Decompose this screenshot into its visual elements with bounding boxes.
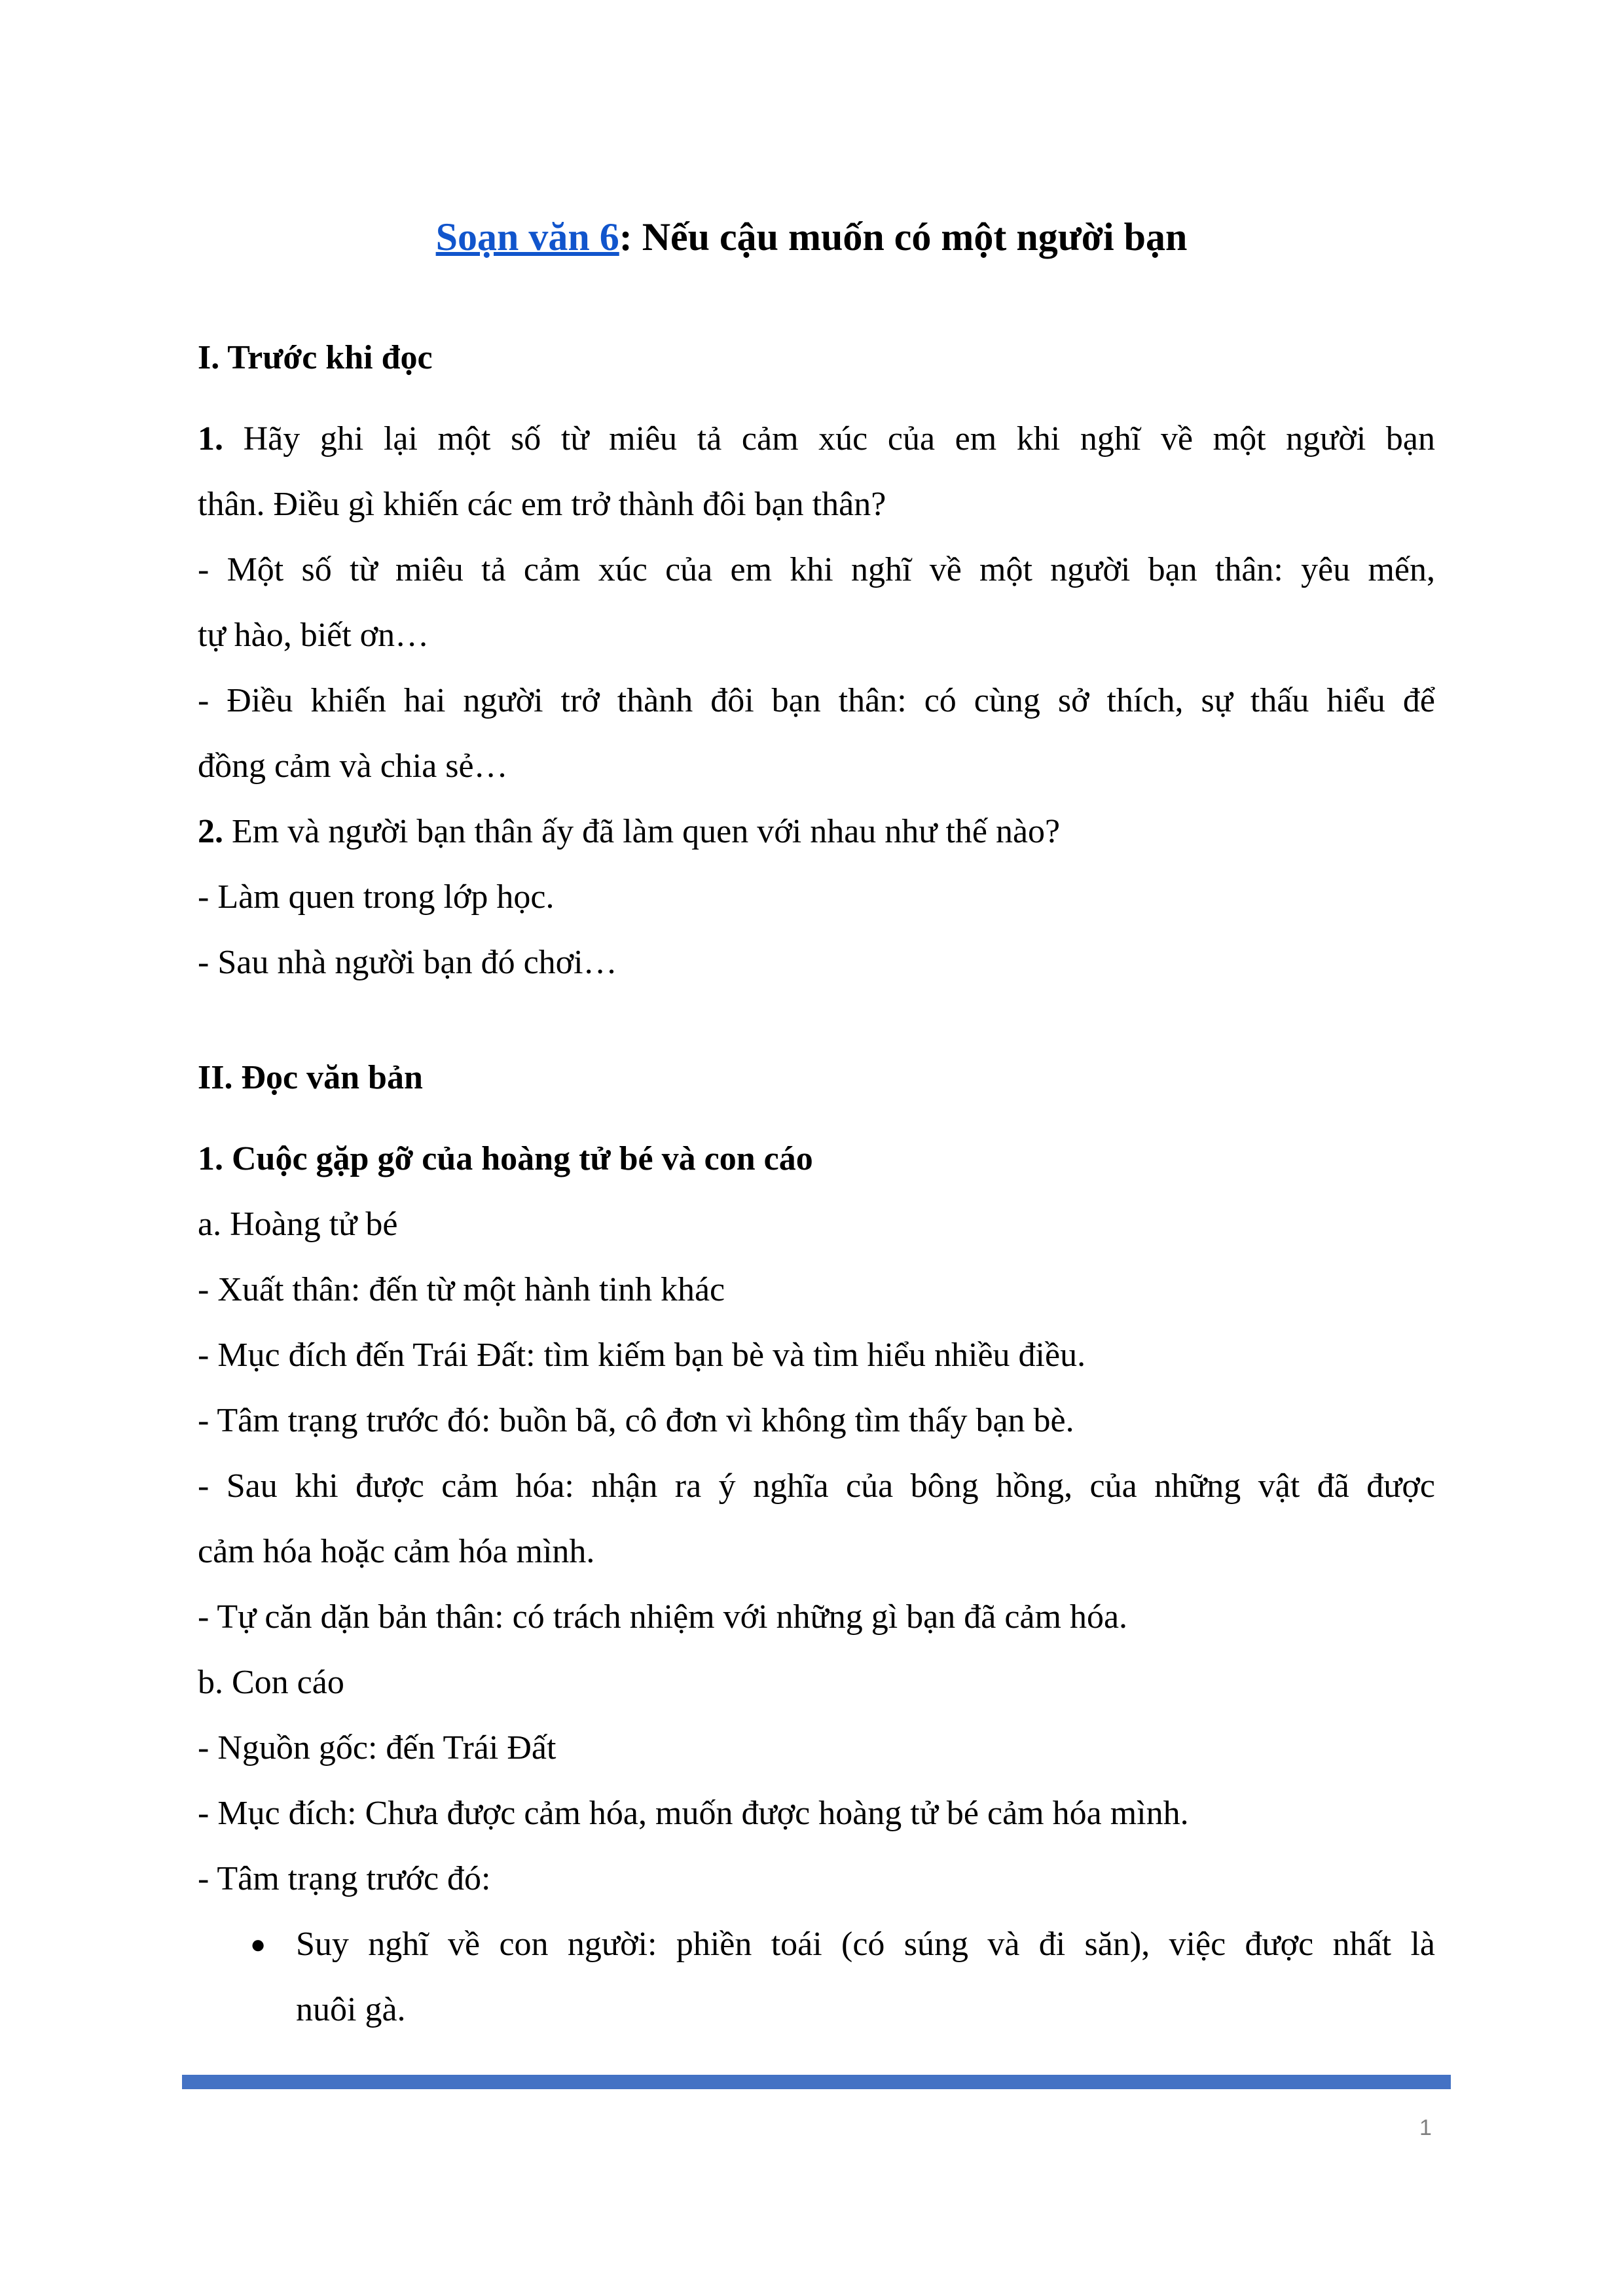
answer-3: - Làm quen trong lớp học.	[198, 878, 555, 916]
question-2-number: 2.	[198, 813, 223, 850]
part-b-item-3: - Tâm trạng trước đó:	[198, 1860, 491, 1897]
question-1-number: 1.	[198, 420, 223, 457]
part-a-label: a. Hoàng tử bé	[198, 1206, 398, 1243]
part-a-item-2: - Mục đích đến Trái Đất: tìm kiếm bạn bè và tìm hiểu nhiều điều.	[198, 1336, 1086, 1374]
question-1-text: Hãy ghi lại một số từ miêu tả cảm xúc của em khi nghĩ về một người bạn	[243, 420, 1435, 457]
part-a-item-1: - Xuất thân: đến từ một hành tinh khác	[198, 1271, 725, 1308]
answer-1-line-1: - Một số từ miêu tả cảm xúc của em khi nghĩ về một người bạn thân: yêu mến,	[198, 551, 1435, 588]
part-b-item-1: - Nguồn gốc: đến Trái Đất	[198, 1729, 556, 1767]
bullet-item-line-1: Suy nghĩ về con người: phiền toái (có súng và đi săn), việc được nhất là	[296, 1926, 1435, 1963]
part-a-item-4-line-1: - Sau khi được cảm hóa: nhận ra ý nghĩa của bông hồng, của những vật đã được	[198, 1467, 1435, 1505]
part-b-item-2: - Mục đích: Chưa được cảm hóa, muốn được hoàng tử bé cảm hóa mình.	[198, 1795, 1189, 1832]
question-2-text: Em và người bạn thân ấy đã làm quen với nhau như thế nào?	[232, 813, 1061, 850]
title-text: : Nếu cậu muốn có một người bạn	[619, 215, 1188, 259]
section-heading-before-reading: I. Trước khi đọc	[198, 339, 433, 376]
question-1-line-1	[198, 416, 1435, 462]
footer-divider-bar	[182, 2075, 1451, 2089]
question-2	[198, 809, 1060, 855]
answer-1-line-2: tự hào, biết ơn…	[198, 617, 429, 654]
sub-heading-meeting: 1. Cuộc gặp gỡ của hoàng tử bé và con cáo	[198, 1140, 813, 1177]
title-link[interactable]: Soạn văn 6	[435, 215, 619, 259]
part-b-label: b. Con cáo	[198, 1664, 344, 1701]
bullet-icon: ●	[250, 1929, 266, 1959]
part-a-item-4-line-2: cảm hóa hoặc cảm hóa mình.	[198, 1533, 595, 1570]
question-1-line-2: thân. Điều gì khiến các em trở thành đôi bạn thân?	[198, 486, 886, 523]
bullet-item-line-2: nuôi gà.	[296, 1991, 406, 2028]
answer-2-line-2: đồng cảm và chia sẻ…	[198, 747, 508, 785]
answer-4: - Sau nhà người bạn đó chơi…	[198, 944, 617, 981]
section-heading-reading: II. Đọc văn bản	[198, 1059, 423, 1096]
answer-2-line-1: - Điều khiến hai người trở thành đôi bạn thân: có cùng sở thích, sự thấu hiểu để	[198, 682, 1435, 719]
page-title	[0, 211, 1623, 263]
part-a-item-3: - Tâm trạng trước đó: buồn bã, cô đơn vì không tìm thấy bạn bè.	[198, 1402, 1074, 1439]
page-number: 1	[1419, 2115, 1432, 2140]
part-a-item-5: - Tự căn dặn bản thân: có trách nhiệm với những gì bạn đã cảm hóa.	[198, 1598, 1128, 1636]
